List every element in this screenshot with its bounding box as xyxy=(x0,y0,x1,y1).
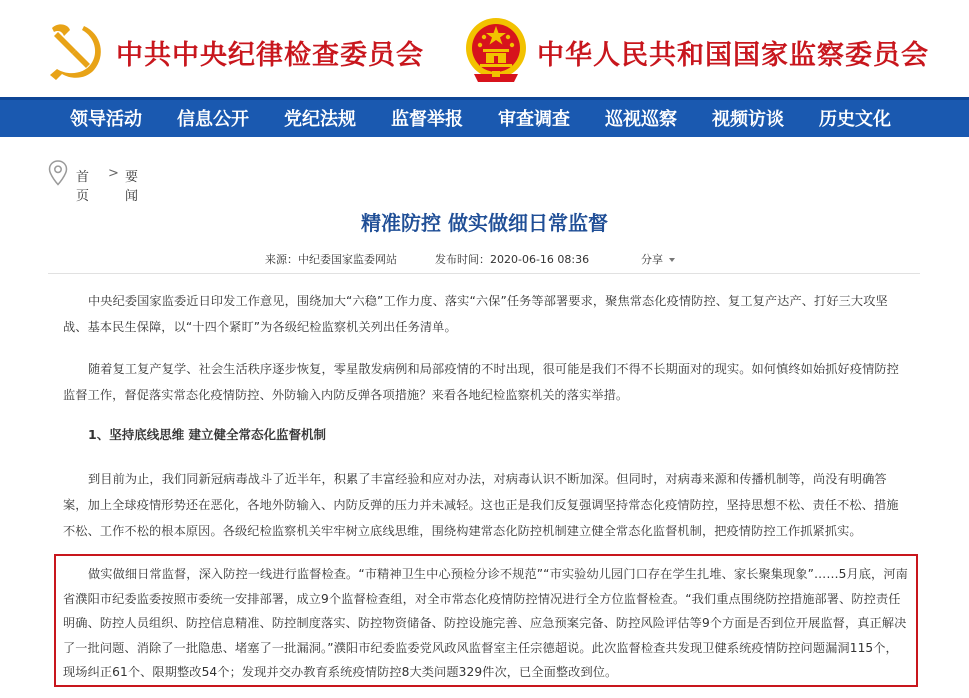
nav-item-inspection[interactable]: 巡视巡察 xyxy=(605,109,677,130)
section-heading: 1、坚持底线思维 建立健全常态化监督机制 xyxy=(88,427,327,442)
nav-item-video-interview[interactable]: 视频访谈 xyxy=(712,109,784,130)
article-paragraph-2: 随着复工复产复学、社会生活秩序逐步恢复，零星散发病例和局部疫情的不时出现，很可能是我们不得不长期面对的现实。如何慎终如始抓好疫情防控监督工作，督促落实常态化疫情防控、外防输入内防反弹各项措施？来看各地纪检监察机关的落实举措。 xyxy=(63,362,899,402)
article-publish-time: 发布时间：2020-06-16 08:36 xyxy=(435,253,590,266)
main-nav xyxy=(0,97,969,137)
breadcrumb-separator: > xyxy=(108,166,119,181)
article-source: 来源：中纪委国家监委网站 xyxy=(265,253,397,266)
national-commission-title[interactable]: 中华人民共和国国家监察委员会 xyxy=(537,40,929,71)
article-paragraph-1: 中央纪委国家监委近日印发工作意见，围绕加大“六稳”工作力度、落实“六保”任务等部署要求，聚焦常态化疫情防控、复工复产达产、打好三大攻坚战、基本民生保障，以“十四个紧盯”为各级纪检监察机关列出任务清单。 xyxy=(63,294,888,334)
breadcrumb-home[interactable]: 首页 xyxy=(76,170,90,204)
nav-item-history-culture[interactable]: 历史文化 xyxy=(819,109,891,130)
chevron-down-icon xyxy=(669,258,675,262)
party-emblem-icon xyxy=(46,20,108,82)
highlighted-paragraph: 做实做细日常监督，深入防控一线进行监督检查。“市精神卫生中心预检分诊不规范”“市实验幼儿园门口存在学生扎堆、家长聚集现象”……5月底，河南省濮阳市纪委监委按照市委统一安排部署，成立9个监督检查组，对全市常态化疫情防控情况进行全方位监督检查。“我们重点围绕防控措施部署、防控责任明确、防控人员组织、防控信息精准、防控制度落实、防控物资储备、防控设施完善、应急预案完备、防控风险评估等9个方面是否到位开展监督，真正解决了一批问题、消除了一批隐患、堵塞了一批漏洞。”濮阳市纪委监委党风政风监督室主任宗德超说。此次监督检查共发现卫健系统疫情防控问题漏洞115个，现场纠正61个、限期整改54个；发现并交办教育系统疫情防控8大类问题329件次，已全面整改到位。 xyxy=(63,567,908,679)
article-title: 精准防控 做实做细日常监督 xyxy=(361,211,608,235)
nav-item-info-disclosure[interactable]: 信息公开 xyxy=(177,109,249,130)
national-emblem-icon xyxy=(464,16,528,84)
nav-item-report[interactable]: 监督举报 xyxy=(391,109,463,130)
location-pin-icon xyxy=(48,160,68,186)
nav-item-regulations[interactable]: 党纪法规 xyxy=(284,109,356,130)
title-divider xyxy=(48,273,920,274)
share-button[interactable] xyxy=(641,251,675,267)
share-label: 分享 xyxy=(641,253,663,266)
article-paragraph-3: 到目前为止，我们同新冠病毒战斗了近半年，积累了丰富经验和应对办法，对病毒认识不断加深。但同时，对病毒来源和传播机制等，尚没有明确答案，加上全球疫情形势还在恶化，各地外防输入、内防反弹的压力并未减轻。这也正是我们反复强调坚持常态化疫情防控，坚持思想不松、责任不松、措施不松、工作不松的根本原因。各级纪检监察机关牢牢树立底线思维，围绕构建常态化防控机制建立健全常态化监督机制，把疫情防控工作抓紧抓实。 xyxy=(63,472,899,538)
cpc-commission-title[interactable]: 中共中央纪律检查委员会 xyxy=(116,40,424,71)
nav-item-investigation[interactable]: 审查调查 xyxy=(498,109,570,130)
site-header xyxy=(0,0,969,97)
breadcrumb-current[interactable]: 要闻 xyxy=(125,170,139,204)
nav-item-leadership[interactable]: 领导活动 xyxy=(70,109,142,130)
